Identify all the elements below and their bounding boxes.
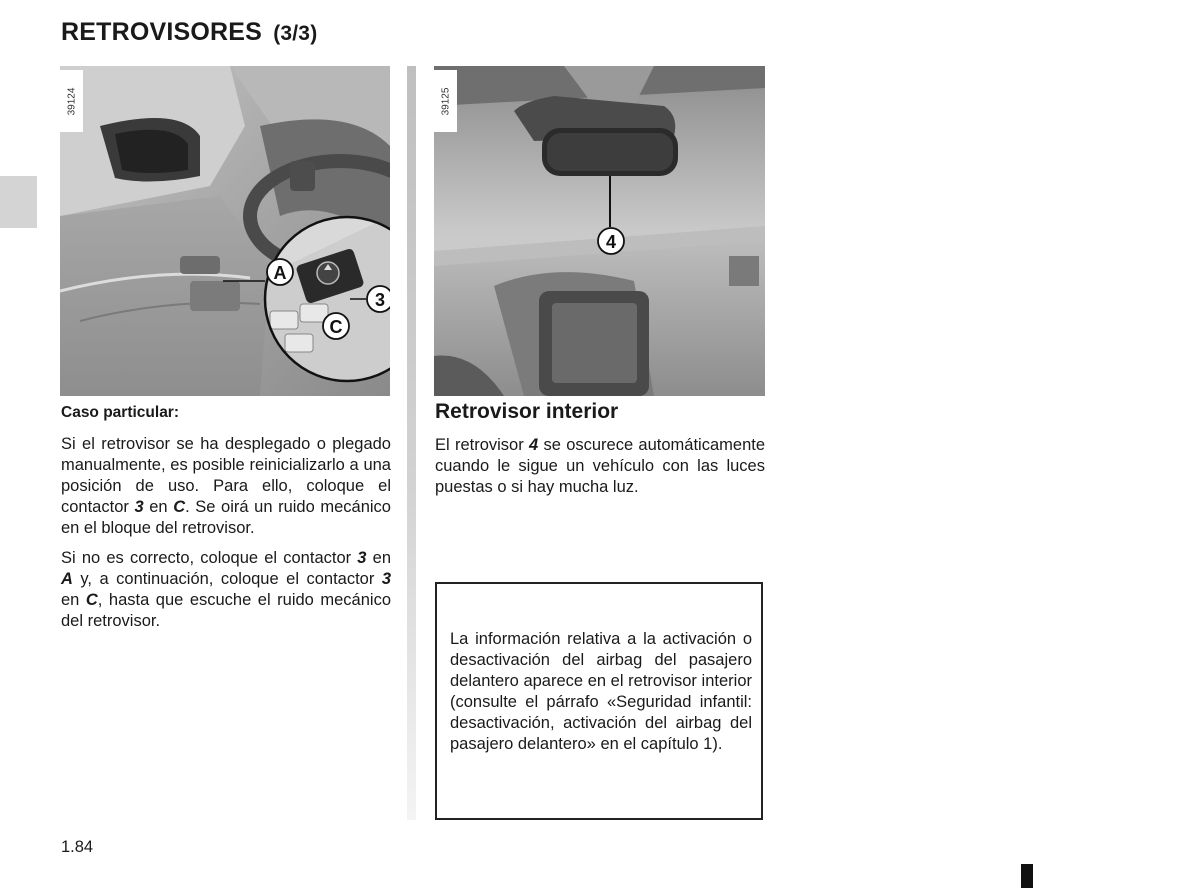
text-run: en	[143, 498, 174, 516]
callout-c-label: C	[329, 317, 343, 337]
reference-mark: 3	[381, 570, 391, 588]
text-run: en	[61, 591, 86, 609]
paragraph	[61, 434, 391, 539]
callout-3-label: 3	[374, 290, 386, 310]
paragraph	[435, 435, 765, 498]
airbag-note-text: La información relativa a la activación o desactivación del airbag del pasajero delantero aparece en el retrovisor interior (consulte el párrafo «Seguridad infantil: desactivación, activación del airbag del pasajero delantero» en el capítulo 1).	[450, 630, 752, 753]
paragraph	[61, 548, 391, 632]
page-title-part: (3/3)	[273, 22, 318, 45]
text-run: se oscurece automáticamente cuando le sigue un vehículo con las luces puestas o si hay mucha luz.	[435, 436, 766, 496]
left-column-text	[61, 402, 391, 641]
door-mirror-control-figure	[60, 66, 390, 396]
figure-code-box	[60, 70, 83, 132]
reference-mark: 3	[357, 549, 367, 567]
section-tab	[0, 176, 37, 228]
callout-a-label: A	[273, 263, 287, 283]
text-run: El retrovisor	[435, 436, 530, 454]
page-title-text: RETROVISORES	[61, 18, 263, 46]
interior-mirror-figure	[434, 66, 765, 396]
column-divider	[407, 66, 416, 820]
text-run: y, a continuación, coloque el contactor	[72, 570, 382, 588]
text-run: Si el retrovisor se ha desplegado o plegado manualmente, es posible reinicializarlo a una posición de uso. Para ello, coloque el contactor	[61, 435, 391, 516]
figure-code-box	[434, 70, 457, 132]
page-edge-marker	[1021, 864, 1033, 888]
text-run: Si no es correcto, coloque el contactor	[61, 549, 358, 567]
page-number: 1.84	[61, 838, 94, 856]
text-run: . Se oirá un ruido mecánico en el bloque del retrovisor.	[61, 498, 391, 537]
section-heading: Retrovisor interior	[435, 400, 619, 423]
reference-mark: 4	[529, 436, 539, 454]
door-mirror-control-illustration	[60, 66, 390, 396]
airbag-note-box	[435, 582, 763, 820]
text-run: en	[366, 549, 391, 567]
reference-mark: C	[173, 498, 186, 516]
reference-mark: A	[61, 570, 73, 588]
callout-4-label: 4	[605, 232, 617, 252]
interior-mirror-illustration	[434, 66, 765, 396]
text-run: , hasta que escuche el ruido mecánico del retrovisor.	[61, 591, 391, 630]
reference-mark: C	[85, 591, 98, 609]
figure-code: 39124	[66, 87, 77, 115]
figure-code: 39125	[440, 87, 451, 115]
right-column-text	[435, 435, 765, 507]
page-title	[61, 18, 317, 47]
subheading: Caso particular:	[61, 404, 180, 421]
reference-mark: 3	[134, 498, 144, 516]
